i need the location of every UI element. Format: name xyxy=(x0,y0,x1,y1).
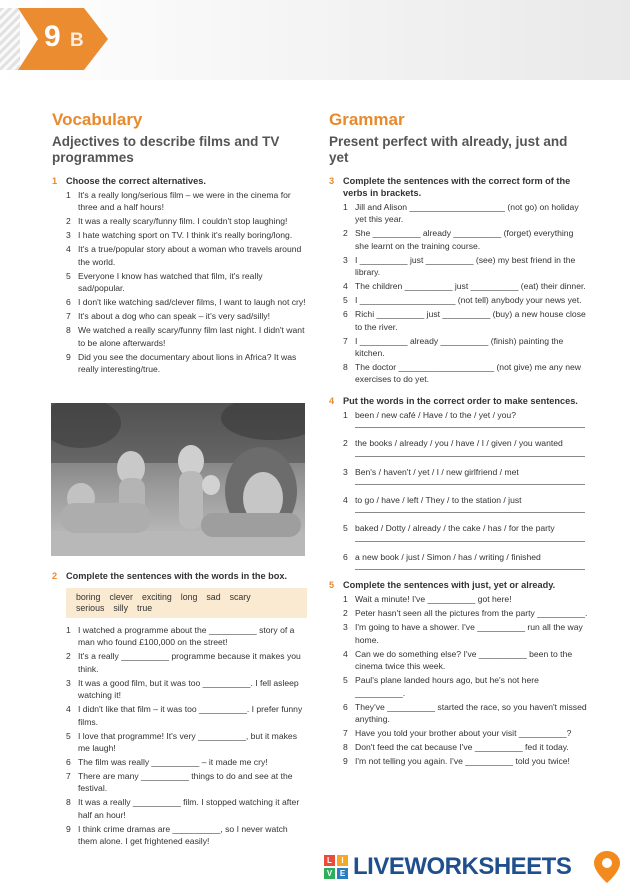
location-pin-icon xyxy=(593,850,621,884)
item-number: 7 xyxy=(66,311,71,322)
item-number: 5 xyxy=(343,295,348,306)
item-text: It was a really __________ film. I stopped watching it after half an hour! xyxy=(78,797,300,820)
item-text: It's about a dog who can speak – it's very sad/silly! xyxy=(78,311,270,322)
list-item xyxy=(66,770,307,795)
task-5 xyxy=(329,579,589,767)
item-text: I'm going to have a shower. I've __________ run all the way home. xyxy=(355,622,583,645)
list-item xyxy=(66,270,307,295)
task-4-heading xyxy=(329,395,589,407)
item-number: 9 xyxy=(66,823,71,834)
item-text: Can we do something else? I've __________ been to the cinema twice this week. xyxy=(355,648,573,672)
list-item xyxy=(343,466,589,485)
item-number: 3 xyxy=(343,622,348,633)
unit-number: 9 xyxy=(44,20,61,53)
item-number: 8 xyxy=(66,797,71,808)
list-item xyxy=(66,677,307,702)
list-item xyxy=(66,730,307,755)
logo-live-letter: I xyxy=(337,855,348,866)
item-text: been / new café / Have / to the / yet / you? xyxy=(355,409,516,420)
list-item xyxy=(66,796,307,821)
word-box-word: clever xyxy=(109,592,133,602)
list-item xyxy=(343,254,589,279)
item-text: She __________ already __________ (forget) everything she learnt on the training course. xyxy=(355,228,574,251)
grammar-title: Grammar xyxy=(329,110,405,129)
answer-line[interactable] xyxy=(355,563,585,570)
answer-line[interactable] xyxy=(355,478,585,485)
item-text: the books / already / you / have / I / given / you wanted xyxy=(355,438,563,449)
item-text: Don't feed the cat because I've __________ fed it today. xyxy=(355,741,569,752)
item-text: I __________ already __________ (finish) painting the kitchen. xyxy=(355,335,564,359)
item-text: I hate watching sport on TV. I think it's really boring/long. xyxy=(78,230,293,241)
item-text: We watched a really scary/funny film last night. I didn't want to be alone afterwards! xyxy=(78,325,305,348)
item-number: 2 xyxy=(343,608,348,619)
logo-live-letter: L xyxy=(324,855,335,866)
logo-text: LIVEWORKSHEETS xyxy=(353,853,572,880)
list-item xyxy=(343,409,589,428)
task-3-heading xyxy=(329,175,589,199)
word-box-word: sad xyxy=(206,592,221,602)
vocabulary-subtitle: Adjectives to describe films and TV programmes xyxy=(52,134,280,165)
task-4 xyxy=(329,395,589,570)
item-number: 6 xyxy=(343,309,348,320)
task-2-number: 2 xyxy=(52,571,58,581)
task-3-list xyxy=(329,201,589,386)
item-number: 2 xyxy=(66,651,71,662)
word-box-word: long xyxy=(180,592,198,602)
list-item xyxy=(343,494,589,513)
item-text: Did you see the documentary about lions in Africa? It was really interesting/true. xyxy=(78,351,297,375)
task-5-heading xyxy=(329,579,589,591)
word-box-word: serious xyxy=(76,603,105,613)
item-number: 1 xyxy=(343,594,348,605)
item-text: I ____________________ (not tell) anybody your news yet. xyxy=(355,295,582,306)
task-2-instruction: Complete the sentences with the words in the box. xyxy=(66,571,288,581)
item-number: 2 xyxy=(66,216,71,227)
item-text: I didn't like that film – it was too __________. I prefer funny films. xyxy=(78,704,303,727)
item-text: It's a true/popular story about a woman who travels around the world. xyxy=(78,244,302,267)
logo-live-blocks xyxy=(323,854,349,880)
item-number: 5 xyxy=(343,523,348,534)
task-1-instruction: Choose the correct alternatives. xyxy=(66,176,206,186)
logo-live-letter: E xyxy=(337,868,348,879)
word-box-word: exciting xyxy=(141,592,172,602)
item-number: 7 xyxy=(343,335,348,346)
task-3-instruction: Complete the sentences with the correct form of the verbs in brackets. xyxy=(343,176,571,198)
answer-line[interactable] xyxy=(355,421,585,428)
task-2-heading xyxy=(52,570,307,582)
list-item xyxy=(66,189,307,214)
task-5-instruction: Complete the sentences with just, yet or already. xyxy=(343,580,556,591)
item-text: Everyone I know has watched that film, it's really sad/popular. xyxy=(78,270,263,294)
header-stripes xyxy=(0,8,20,70)
list-item xyxy=(343,361,589,386)
item-text: I __________ just __________ (see) my best friend in the library. xyxy=(355,254,576,278)
item-number: 4 xyxy=(343,281,348,292)
list-item xyxy=(66,229,307,241)
task-5-number: 5 xyxy=(329,580,335,591)
task-5-list xyxy=(329,593,589,767)
list-item xyxy=(343,294,589,306)
vocabulary-title: Vocabulary xyxy=(52,110,143,129)
answer-line[interactable] xyxy=(355,506,585,513)
list-item xyxy=(343,607,589,619)
item-number: 2 xyxy=(343,438,348,449)
item-number: 3 xyxy=(66,230,71,241)
lions-illustration xyxy=(51,403,305,556)
task-3 xyxy=(329,175,589,386)
task-2 xyxy=(52,570,307,848)
answer-line[interactable] xyxy=(355,450,585,457)
task-1-number: 1 xyxy=(52,176,58,186)
item-number: 5 xyxy=(66,730,71,741)
list-item xyxy=(66,650,307,675)
list-item xyxy=(66,823,307,848)
item-number: 4 xyxy=(66,244,71,255)
task-4-number: 4 xyxy=(329,395,335,406)
item-text: I don't like watching sad/clever films, I want to laugh not cry! xyxy=(78,297,306,308)
word-box-row-1 xyxy=(76,592,301,603)
item-number: 8 xyxy=(343,362,348,373)
item-text: The children __________ just __________ (eat) their dinner. xyxy=(355,281,586,292)
item-text: There are many __________ things to do and see at the festival. xyxy=(78,771,293,794)
task-2-section xyxy=(52,570,307,849)
item-number: 1 xyxy=(343,409,348,420)
grammar-section xyxy=(329,110,589,769)
list-item xyxy=(343,593,589,605)
list-item xyxy=(66,324,307,349)
list-item xyxy=(343,227,589,252)
item-number: 6 xyxy=(343,701,348,712)
item-text: It was a really scary/funny film. I couldn't stop laughing! xyxy=(78,216,288,227)
vocabulary-section xyxy=(52,110,307,377)
item-text: The doctor ____________________ (not give) me any new exercises to do yet. xyxy=(355,362,581,385)
grammar-subtitle: Present perfect with already, just and yet xyxy=(329,134,568,165)
list-item xyxy=(66,624,307,649)
item-number: 3 xyxy=(66,677,71,688)
item-number: 7 xyxy=(66,771,71,782)
list-item xyxy=(343,308,589,333)
item-text: It's a really long/serious film – we were in the cinema for three and a half hours! xyxy=(78,190,291,213)
item-number: 4 xyxy=(343,495,348,506)
item-number: 4 xyxy=(343,648,348,659)
item-text: Ben's / haven't / yet / I / new girlfriend / met xyxy=(355,466,519,477)
unit-badge xyxy=(18,8,108,70)
unit-letter: B xyxy=(70,30,84,51)
list-item xyxy=(66,756,307,768)
list-item xyxy=(343,522,589,541)
item-text: Paul's plane landed hours ago, but he's not here __________. xyxy=(355,675,539,698)
list-item xyxy=(343,551,589,570)
item-number: 6 xyxy=(66,297,71,308)
item-number: 2 xyxy=(343,228,348,239)
list-item xyxy=(343,727,589,739)
item-text: Wait a minute! I've __________ got here! xyxy=(355,594,512,605)
item-number: 1 xyxy=(343,202,348,212)
list-item xyxy=(343,674,589,699)
list-item xyxy=(66,215,307,227)
task-3-number: 3 xyxy=(329,176,335,186)
item-text: Jill and Alison ____________________ (not go) on holiday yet this year. xyxy=(355,202,579,225)
task-4-list xyxy=(329,409,589,570)
list-item xyxy=(343,621,589,646)
item-text: Richi __________ just __________ (buy) a new house close to the river. xyxy=(355,309,586,332)
item-text: The film was really __________ – it made me cry! xyxy=(78,757,268,768)
list-item xyxy=(343,741,589,753)
item-number: 6 xyxy=(343,551,348,562)
word-box xyxy=(66,588,307,618)
task-4-instruction: Put the words in the correct order to make sentences. xyxy=(343,395,578,406)
word-box-word: scary xyxy=(229,592,251,602)
item-text: I love that programme! It's very __________, but it makes me laugh! xyxy=(78,730,297,754)
item-number: 8 xyxy=(343,741,348,752)
item-text: I think crime dramas are __________, so I never watch them alone. I get frightened easily! xyxy=(78,823,288,847)
list-item xyxy=(66,296,307,308)
task-2-list xyxy=(52,624,307,848)
item-text: Have you told your brother about your visit __________? xyxy=(355,727,572,738)
list-item xyxy=(66,351,307,376)
word-box-word: boring xyxy=(76,592,101,602)
list-item xyxy=(343,201,589,226)
item-number: 5 xyxy=(343,675,348,686)
item-number: 5 xyxy=(66,270,71,281)
item-text: I watched a programme about the __________ story of a man who found £100,000 on the street! xyxy=(78,625,295,648)
item-text: I'm not telling you again. I've __________ told you twice! xyxy=(355,755,570,766)
task-1-heading xyxy=(52,175,307,187)
list-item xyxy=(343,280,589,292)
item-number: 1 xyxy=(66,190,71,200)
list-item xyxy=(66,243,307,268)
item-number: 1 xyxy=(66,625,71,635)
item-text: a new book / just / Simon / has / writing / finished xyxy=(355,551,541,562)
liveworksheets-logo[interactable] xyxy=(323,850,623,884)
item-number: 4 xyxy=(66,704,71,715)
logo-live-letter: V xyxy=(324,868,335,879)
item-number: 3 xyxy=(343,254,348,265)
list-item xyxy=(343,701,589,726)
item-text: It was a good film, but it was too __________. I fell asleep watching it! xyxy=(78,677,299,701)
word-box-word: silly xyxy=(113,603,129,613)
list-item xyxy=(343,437,589,456)
item-text: Peter hasn't seen all the pictures from the party __________. xyxy=(355,608,588,619)
item-number: 9 xyxy=(66,351,71,362)
item-number: 8 xyxy=(66,325,71,336)
item-text: It's a really __________ programme because it makes you think. xyxy=(78,651,301,674)
item-number: 7 xyxy=(343,727,348,738)
item-number: 3 xyxy=(343,466,348,477)
item-text: to go / have / left / They / to the station / just xyxy=(355,495,522,506)
list-item xyxy=(66,703,307,728)
item-number: 9 xyxy=(343,755,348,766)
item-text: They've __________ started the race, so you haven't missed anything. xyxy=(355,701,587,724)
item-text: baked / Dotty / already / the cake / has / for the party xyxy=(355,523,555,534)
answer-line[interactable] xyxy=(355,535,585,542)
word-box-row-2 xyxy=(76,603,301,614)
word-box-word: true xyxy=(137,603,153,613)
task-1-list xyxy=(52,189,307,375)
list-item xyxy=(343,755,589,767)
item-number: 6 xyxy=(66,757,71,768)
list-item xyxy=(343,648,589,673)
task-1 xyxy=(52,175,307,375)
lions-photo xyxy=(51,403,305,556)
list-item xyxy=(343,335,589,360)
list-item xyxy=(66,310,307,322)
